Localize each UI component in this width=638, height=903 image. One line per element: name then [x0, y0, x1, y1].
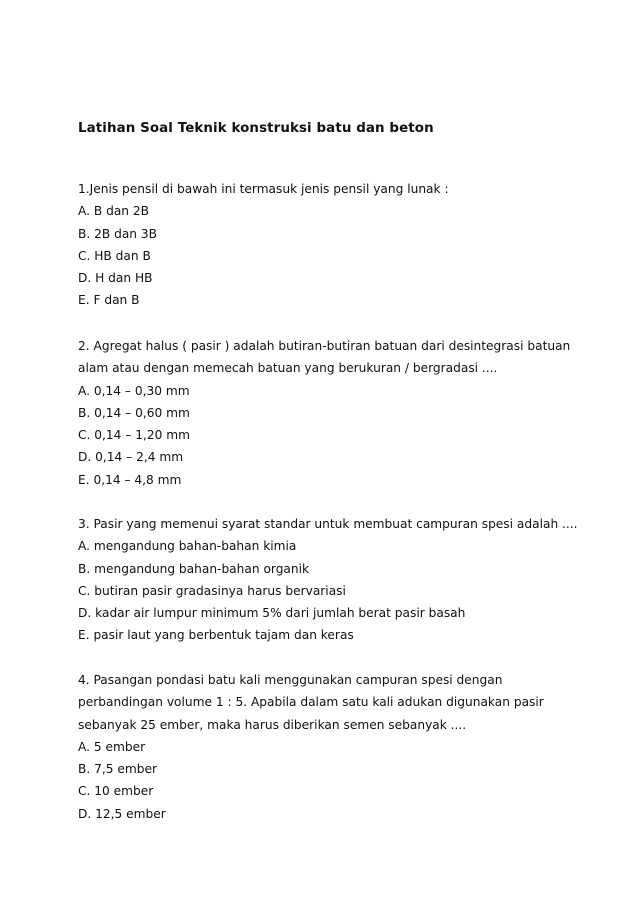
question-2 — [78, 335, 578, 491]
question-4-text-line-3: sebanyak 25 ember, maka harus diberikan semen sebanyak .... — [78, 717, 467, 732]
question-3-option-b: B. mengandung bahan-bahan organik — [78, 561, 310, 576]
question-2-text-line-1: 2. Agregat halus ( pasir ) adalah butiran-butiran batuan dari desintegrasi batuan — [78, 339, 571, 353]
question-3-option-d: D. kadar air lumpur minimum 5% dari jumlah berat pasir basah — [78, 606, 466, 621]
question-1-option-a: A. B dan 2B — [78, 204, 150, 219]
question-1-option-e: E. F dan B — [78, 293, 140, 308]
question-3-option-e: E. pasir laut yang berbentuk tajam dan keras — [78, 628, 354, 643]
question-2-text-line-2: alam atau dengan memecah batuan yang berukuran / bergradasi .... — [78, 361, 498, 376]
question-1-option-b: B. 2B dan 3B — [78, 226, 158, 241]
question-3-option-c: C. butiran pasir gradasinya harus bervariasi — [78, 583, 346, 598]
question-2-option-b: B. 0,14 – 0,60 mm — [78, 405, 190, 420]
question-3-text: 3. Pasir yang memenui syarat standar untuk membuat campuran spesi adalah .... — [78, 517, 578, 531]
question-3-option-a: A. mengandung bahan-bahan kimia — [78, 539, 297, 554]
question-1-option-c: C. HB dan B — [78, 248, 151, 263]
question-1 — [78, 178, 578, 312]
question-4-text-line-2: perbandingan volume 1 : 5. Apabila dalam satu kali adukan digunakan pasir — [78, 695, 544, 710]
question-4-option-c: C. 10 ember — [78, 784, 154, 799]
question-2-option-d: D. 0,14 – 2,4 mm — [78, 450, 184, 465]
question-2-option-a: A. 0,14 – 0,30 mm — [78, 383, 190, 398]
question-2-option-c: C. 0,14 – 1,20 mm — [78, 428, 190, 443]
question-4-option-a: A. 5 ember — [78, 739, 146, 754]
question-4-option-b: B. 7,5 ember — [78, 762, 157, 777]
question-2-option-e: E. 0,14 – 4,8 mm — [78, 472, 182, 487]
question-3 — [78, 513, 578, 647]
document-title: Latihan Soal Teknik konstruksi batu dan beton — [78, 121, 434, 136]
question-4-option-d: D. 12,5 ember — [78, 806, 166, 821]
question-4-text-line-1: 4. Pasangan pondasi batu kali menggunakan campuran spesi dengan — [78, 673, 503, 687]
question-1-option-d: D. H dan HB — [78, 271, 153, 286]
question-4 — [78, 669, 578, 825]
question-1-text: 1.Jenis pensil di bawah ini termasuk jenis pensil yang lunak : — [78, 182, 449, 196]
